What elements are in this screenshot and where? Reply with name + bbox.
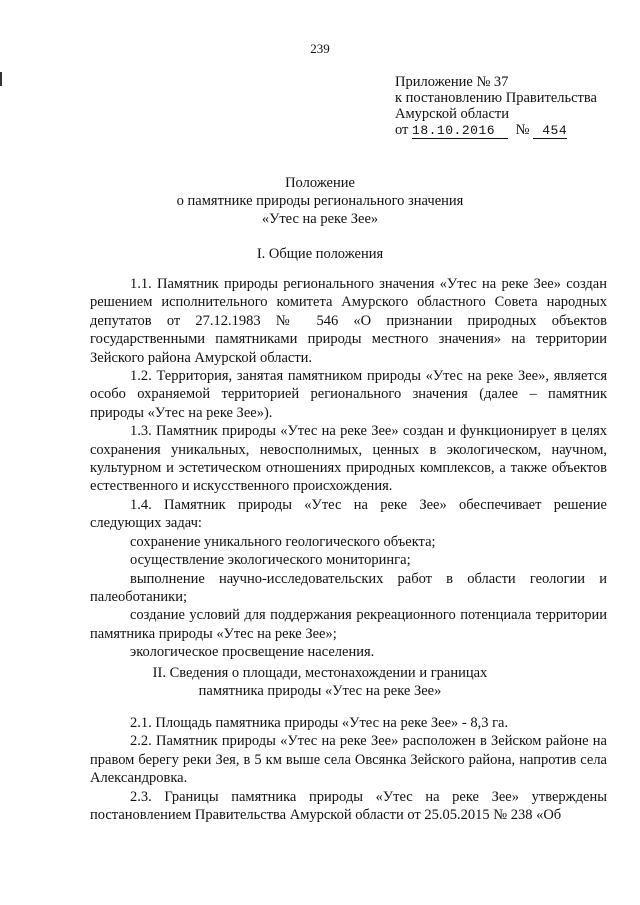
number-value: 454 xyxy=(533,123,567,139)
appendix-date-line xyxy=(395,122,597,139)
left-edge-mark xyxy=(0,72,2,86)
title-line3: «Утес на реке Зее» xyxy=(261,211,379,227)
title-line1: Положение xyxy=(285,175,355,191)
paragraph-1-1: 1.1. Памятник природы регионального значения «Утес на реке Зее» создан решением исполнительного комитета Амурского областного Совета народных депутатов от 27.12.1983 № 546 «О признании природных объектов государственными памятниками природы местного значения» на территории Зейского района Амурской области. xyxy=(90,276,607,366)
paragraph-2-2: 2.2. Памятник природы «Утес на реке Зее» расположен в Зейском районе на правом берегу реки Зея, в 5 км выше села Овсянка Зейского района, напротив села Александровка. xyxy=(90,733,607,787)
title-line2: о памятнике природы регионального значения xyxy=(176,193,464,209)
appendix-line2: к постановлению Правительства xyxy=(395,90,597,106)
task-item: экологическое просвещение населения. xyxy=(130,644,375,661)
section2-title-line2: памятника природы «Утес на реке Зее» xyxy=(198,683,442,699)
appendix-block xyxy=(395,74,597,139)
paragraph-1-2: 1.2. Территория, занятая памятником природы «Утес на реке Зее», является особо охраняемой территорией регионального значения (далее – памятник природы «Утес на реке Зее»). xyxy=(90,368,607,421)
paragraph-2-3: 2.3. Границы памятника природы «Утес на реке Зее» утверждены постановлением Правительства Амурской области от 25.05.2015 № 238 «Об xyxy=(90,788,607,824)
appendix-line1: Приложение № 37 xyxy=(395,74,509,90)
date-value: 18.10.2016 xyxy=(412,123,508,139)
section1-title: I. Общие положения xyxy=(256,246,384,262)
task-item: сохранение уникального геологического объекта; xyxy=(130,533,436,550)
section2-title-line1: II. Сведения о площади, местонахождении и границах xyxy=(152,665,488,681)
appendix-line3: Амурской области xyxy=(395,106,509,122)
section2-title xyxy=(0,664,640,700)
paragraph-2-1: 2.1. Площадь памятника природы «Утес на реке Зее» - 8,3 га. xyxy=(130,715,509,731)
section1-body xyxy=(90,275,607,662)
task-item: создание условий для поддержания рекреационного потенциала территории памятника природы «Утес на реке Зее»; xyxy=(90,607,607,642)
task-item: выполнение научно-исследовательских работ в области геологии и палеоботаники; xyxy=(90,570,607,605)
page-number: 239 xyxy=(310,41,330,56)
paragraph-1-4: 1.4. Памятник природы «Утес на реке Зее» обеспечивает решение следующих задач: xyxy=(90,496,607,532)
number-prefix: № xyxy=(515,122,530,138)
document-title xyxy=(0,174,640,228)
paragraph-1-3: 1.3. Памятник природы «Утес на реке Зее» создан и функционирует в целях сохранения уникальных, невосполнимых, ценных в экологическом, научном, культурном и эстетическом отношениях природных комплексов, а также объектов естественного и искусственного происхождения. xyxy=(90,423,607,495)
section2-body xyxy=(90,714,607,824)
task-item: осуществление экологического мониторинга; xyxy=(130,552,411,569)
date-prefix: от xyxy=(395,122,409,138)
